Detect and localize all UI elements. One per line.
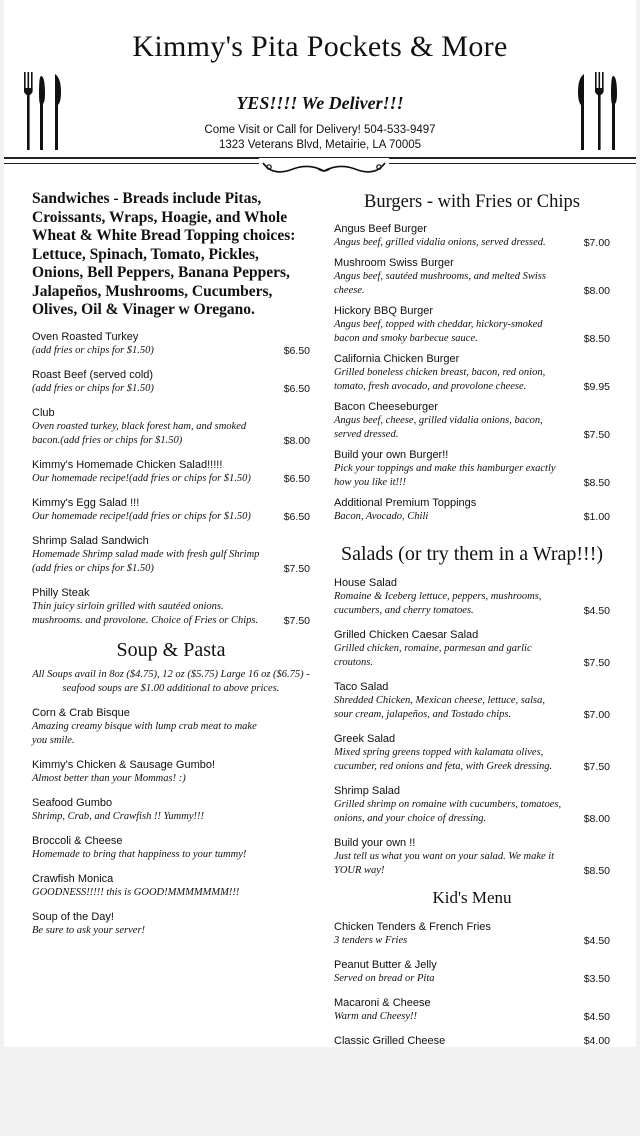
item-description-row	[32, 600, 310, 628]
menu-item	[32, 458, 310, 486]
menu-item	[334, 958, 610, 986]
soup-note: All Soups avail in 8oz ($4.75), 12 oz ($5.75) Large 16 oz ($6.75) - seafood soups are $1.00 additional to above prices.	[32, 668, 310, 694]
item-description: Shredded Chicken, Mexican cheese, lettuce, salsa, sour cream, jalapeños, and Tostado chips.	[334, 695, 545, 720]
menu-item	[32, 706, 310, 748]
sandwiches-intro: Sandwiches - Breads include Pitas, Croissants, Wraps, Hoagie, and Whole Wheat & White Bread Topping choices: Lettuce, Spinach, Tomato, Pickles, Onions, Bell Peppers, Banana Peppers, Jalapeños, Mushrooms, Cucumbers, Olives, Oil & Vinager w Oregano.	[32, 190, 296, 318]
item-description-row	[32, 420, 310, 448]
item-description-row	[334, 746, 610, 774]
item-price: $4.50	[583, 605, 610, 617]
right-column	[334, 190, 610, 1048]
item-name: Kimmy's Egg Salad !!!	[32, 496, 140, 509]
menu-item	[334, 732, 610, 774]
item-price: $7.50	[283, 562, 310, 575]
item-description-row	[334, 1010, 610, 1024]
menu-item	[334, 680, 610, 722]
item-price: $7.50	[583, 657, 610, 669]
soup-heading: Soup & Pasta	[116, 638, 226, 661]
item-price: $8.00	[583, 813, 610, 825]
item-name: Seafood Gumbo	[32, 796, 113, 809]
item-description: Our homemade recipe!(add fries or chips for $1.50)	[32, 472, 251, 484]
address-line: 1323 Veterans Blvd, Metairie, LA 70005	[218, 139, 422, 151]
item-description: Be sure to ask your server!	[32, 924, 146, 936]
item-name: House Salad	[334, 577, 397, 589]
item-description: (add fries or chips for $1.50)	[32, 382, 154, 394]
item-description: Bacon, Avocado, Chili	[334, 511, 429, 522]
item-price: $7.50	[583, 429, 610, 441]
item-name: Crawfish Monica	[32, 872, 114, 885]
item-description: Grilled chicken, romaine, parmesan and garlic croutons.	[334, 643, 532, 668]
item-description-row	[32, 886, 310, 900]
item-name: Bacon Cheeseburger	[334, 401, 438, 413]
menu-item	[32, 368, 310, 396]
item-name: Shrimp Salad	[334, 785, 401, 797]
item-description-row	[32, 772, 310, 786]
item-description-row	[334, 510, 610, 524]
item-name: Soup of the Day!	[32, 910, 114, 923]
item-description: Almost better than your Mommas! :)	[32, 772, 186, 784]
item-description-row	[32, 472, 310, 486]
menu-item	[32, 758, 310, 786]
item-price: $4.50	[583, 1011, 610, 1023]
item-description-row	[32, 924, 310, 938]
item-description-row	[32, 548, 310, 576]
menu-item	[334, 576, 610, 618]
menu-item	[32, 872, 310, 900]
item-description-row	[334, 462, 610, 490]
menu-item	[334, 920, 610, 948]
item-description-row	[32, 720, 310, 748]
item-description: Oven roasted turkey, black forest ham, and smoked bacon.(add fries or chips for $1.50)	[32, 420, 247, 446]
item-price: $8.50	[583, 477, 610, 489]
menu-item	[334, 1034, 610, 1048]
item-description: Angus beef, cheese, grilled vidalia onions, bacon, served dressed.	[334, 415, 543, 440]
item-name: Oven Roasted Turkey	[32, 330, 139, 343]
item-price: $3.50	[583, 973, 610, 985]
item-description: GOODNESS!!!!! this is GOOD!MMMMMMM!!!	[32, 886, 240, 898]
item-description-row	[334, 798, 610, 826]
item-price: $7.50	[583, 761, 610, 773]
item-name: Build your own !!	[334, 837, 416, 849]
item-description: Pick your toppings and make this hamburger exactly how you like it!!!	[334, 463, 556, 488]
item-description: (add fries or chips for $1.50)	[32, 344, 154, 356]
item-description: Romaine & Iceberg lettuce, peppers, mushrooms, cucumbers, and cherry tomatoes.	[334, 591, 542, 616]
item-description: Amazing creamy bisque with lump crab meat to make you smile.	[32, 720, 257, 746]
menu-item	[334, 836, 610, 878]
item-name: Philly Steak	[32, 586, 90, 599]
left-column	[32, 190, 310, 938]
flourish-ornament	[259, 158, 389, 180]
item-name: Corn & Crab Bisque	[32, 706, 130, 719]
item-description-row	[32, 810, 310, 824]
menu-item	[32, 330, 310, 358]
item-price: $8.50	[583, 333, 610, 345]
item-description-row	[334, 414, 610, 442]
item-description: Angus beef, topped with cheddar, hickory-smoked bacon and smoky barbecue sauce.	[334, 319, 543, 344]
menu-item	[32, 534, 310, 576]
item-description: Grilled shrimp on romaine with cucumbers, tomatoes, onions, and your choice of dressing.	[334, 799, 562, 824]
item-description-row	[334, 850, 610, 878]
item-description: Served on bread or Pita	[334, 973, 435, 984]
menu-page	[4, 0, 636, 1047]
item-price: $6.50	[283, 344, 310, 357]
item-price: $7.00	[583, 709, 610, 721]
item-description-row	[334, 236, 610, 250]
item-description: Homemade to bring that happiness to your tummy!	[32, 848, 247, 860]
item-description: Angus beef, grilled vidalia onions, served dressed.	[334, 237, 546, 248]
menu-item	[32, 496, 310, 524]
item-price: $9.95	[583, 381, 610, 393]
phone-line: Come Visit or Call for Delivery! 504-533-9497	[204, 124, 436, 136]
item-description: Just tell us what you want on your salad. We make it YOUR way!	[334, 851, 555, 876]
item-name: Additional Premium Toppings	[334, 497, 477, 509]
sandwich-list	[32, 330, 310, 628]
soup-list	[32, 706, 310, 938]
burgers-heading: Burgers - with Fries or Chips	[363, 192, 580, 212]
menu-item	[334, 400, 610, 442]
item-description-row	[32, 382, 310, 396]
item-description: Thin juicy sirloin grilled with sautéed onions. mushrooms. and provolone. Choice of Fries or Chips.	[32, 600, 259, 626]
item-price: $6.50	[283, 382, 310, 395]
item-name: Classic Grilled Cheese	[334, 1035, 446, 1047]
menu-item	[32, 834, 310, 862]
item-name: Macaroni & Cheese	[334, 997, 431, 1009]
burger-list	[334, 222, 610, 524]
item-price: $6.50	[283, 510, 310, 523]
item-name: Chicken Tenders & French Fries	[334, 921, 491, 933]
item-price: $7.00	[583, 237, 610, 249]
salads-heading: Salads (or try them in a Wrap!!!)	[340, 543, 604, 565]
item-description-row	[32, 510, 310, 524]
item-description-row	[334, 642, 610, 670]
menu-item	[334, 996, 610, 1024]
item-description: Mixed spring greens topped with kalamata olives, cucumber, red onions and feta, with Greek dressing.	[334, 747, 553, 772]
item-description-row	[334, 318, 610, 346]
item-name: California Chicken Burger	[334, 353, 460, 365]
item-name: Build your own Burger!!	[334, 449, 449, 461]
item-description: Homemade Shrimp salad made with fresh gulf Shrimp (add fries or chips for $1.50)	[32, 548, 260, 574]
item-description: Shrimp, Crab, and Crawfish !! Yummy!!!	[32, 810, 204, 822]
menu-item	[334, 352, 610, 394]
menu-item	[334, 784, 610, 826]
item-description-row	[32, 848, 310, 862]
item-name: Shrimp Salad Sandwich	[32, 534, 149, 547]
item-name: Angus Beef Burger	[334, 223, 427, 235]
item-description: Warm and Cheesy!!	[334, 1011, 418, 1022]
item-name: Roast Beef (served cold)	[32, 368, 154, 381]
item-price: $8.00	[583, 285, 610, 297]
item-description-row	[334, 972, 610, 986]
item-name: Grilled Chicken Caesar Salad	[334, 629, 479, 641]
item-name: Taco Salad	[334, 681, 389, 693]
item-name: Hickory BBQ Burger	[334, 305, 434, 317]
item-price: $1.00	[583, 511, 610, 523]
contact-info	[4, 123, 636, 153]
salad-list	[334, 576, 610, 878]
menu-item	[334, 628, 610, 670]
delivery-banner: YES!!!! We Deliver!!!	[236, 93, 404, 113]
kids-list	[334, 920, 610, 1048]
item-price: $6.50	[283, 472, 310, 485]
item-description-row	[32, 344, 310, 358]
menu-item	[32, 406, 310, 448]
item-description-row	[334, 590, 610, 618]
item-name: Kimmy's Chicken & Sausage Gumbo!	[32, 758, 216, 771]
item-price: $4.00	[583, 1035, 610, 1047]
item-description: 3 tenders w Fries	[334, 935, 408, 946]
menu-item	[32, 910, 310, 938]
item-name: Club	[32, 406, 55, 419]
menu-item	[334, 304, 610, 346]
menu-item	[32, 586, 310, 628]
item-price: $4.50	[583, 935, 610, 947]
item-price: $8.50	[583, 865, 610, 877]
item-price: $7.50	[283, 614, 310, 627]
item-name: Broccoli & Cheese	[32, 834, 123, 847]
item-name: Peanut Butter & Jelly	[334, 959, 437, 971]
item-description: Angus beef, sautéed mushrooms, and melted Swiss cheese.	[334, 271, 546, 296]
item-name: Kimmy's Homemade Chicken Salad!!!!!	[32, 458, 223, 471]
menu-item	[334, 496, 610, 524]
item-description: Our homemade recipe!(add fries or chips for $1.50)	[32, 510, 251, 522]
item-description-row	[334, 934, 610, 948]
item-name: Mushroom Swiss Burger	[334, 257, 454, 269]
kids-heading: Kid's Menu	[432, 888, 512, 907]
item-description: Grilled boneless chicken breast, bacon, red onion, tomato, fresh avocado, and provolone cheese.	[334, 367, 546, 392]
menu-item	[334, 222, 610, 250]
restaurant-title: Kimmy's Pita Pockets & More	[132, 30, 508, 63]
menu-item	[334, 448, 610, 490]
item-description-row	[334, 270, 610, 298]
menu-item	[334, 256, 610, 298]
item-description-row	[334, 366, 610, 394]
item-price: $8.00	[283, 434, 310, 447]
item-name: Greek Salad	[334, 733, 396, 745]
menu-item	[32, 796, 310, 824]
item-description-row	[334, 694, 610, 722]
